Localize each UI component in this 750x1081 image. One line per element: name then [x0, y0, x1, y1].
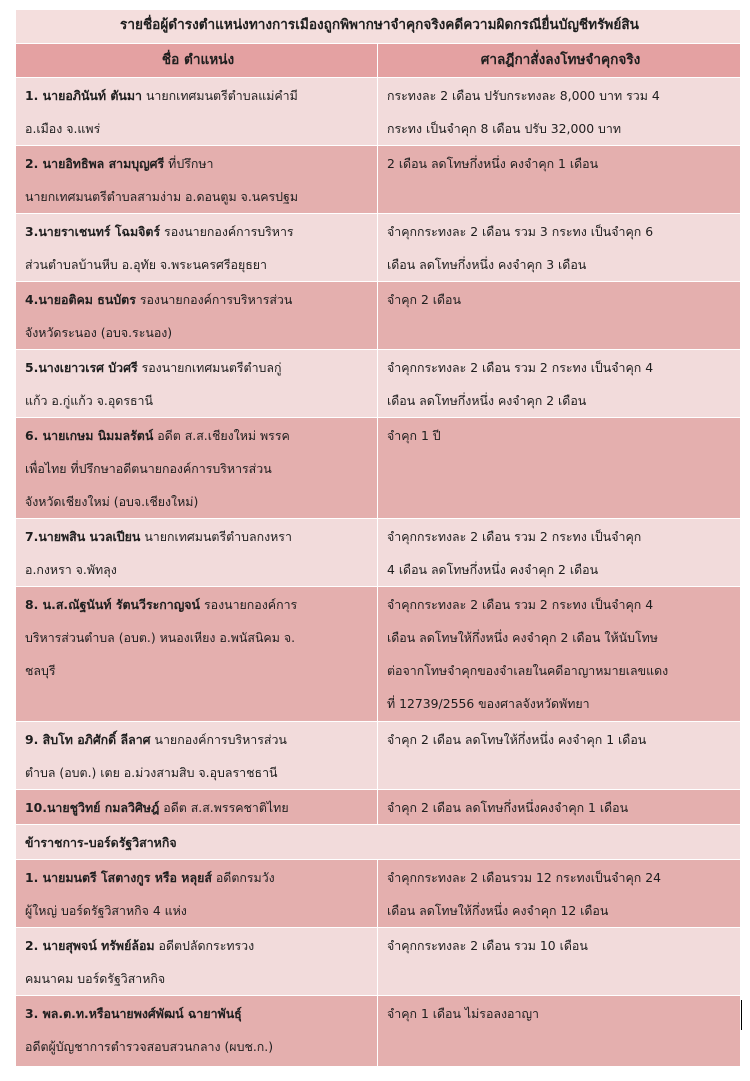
name-position-cell	[16, 282, 378, 350]
section-header-row	[16, 825, 741, 860]
table-row	[16, 928, 741, 996]
sentence-cell	[378, 722, 741, 790]
cell-text-line: กระทงละ 2 เดือน ปรับกระทงละ 8,000 บาท รวม 4	[387, 88, 660, 103]
table-row	[16, 350, 741, 418]
sentence-cell	[378, 519, 741, 587]
cell-text-line: 2 เดือน ลดโทษกึ่งหนึ่ง คงจำคุก 1 เดือน	[387, 156, 599, 171]
person-name: 3. พล.ต.ท.หรือนายพงศ์พัฒน์ ฉายาพันธุ์	[25, 1006, 242, 1021]
sentences-table	[15, 9, 741, 1067]
position-text: ผู้ใหญ่ บอร์ดรัฐวิสาหกิจ 4 แห่ง	[25, 903, 187, 918]
position-text: จังหวัดเชียงใหม่ (อบจ.เชียงใหม่)	[25, 494, 199, 509]
sentence-cell	[378, 928, 741, 996]
cell-text-line: เดือน ลดโทษกึ่งหนึ่ง คงจำคุก 3 เดือน	[387, 257, 587, 272]
position-text: นายกเทศมนตรีตำบลแม่คำมี	[142, 88, 298, 103]
cell-text-line: จำคุก 2 เดือน ลดโทษให้กึ่งหนึ่ง คงจำคุก 1 เดือน	[387, 732, 647, 747]
position-text: บริหารส่วนตำบล (อบต.) หนองเหียง อ.พนัสนิคม จ.	[25, 630, 296, 645]
position-text: อดีต ส.ส.พรรคชาติไทย	[159, 800, 289, 815]
position-text: ที่ปรึกษา	[164, 156, 214, 171]
table-row	[16, 587, 741, 722]
header-sentence: ศาลฎีกาสั่งลงโทษจำคุกจริง	[378, 44, 741, 78]
cell-text-line: ที่ 12739/2556 ของศาลจังหวัดพัทยา	[387, 696, 590, 711]
position-text: อดีต ส.ส.เชียงใหม่ พรรค	[153, 428, 290, 443]
person-name: 1. นายมนตรี โสตางกูร หรือ หลุยส์	[25, 870, 212, 885]
name-position-cell	[16, 519, 378, 587]
position-text: อ.กงหรา จ.พัทลุง	[25, 562, 117, 577]
cell-text-line: ต่อจากโทษจำคุกของจำเลยในคดีอาญาหมายเลขแดง	[387, 663, 669, 678]
cell-text-line: จำคุก 1 เดือน ไม่รอลงอาญา	[387, 1006, 539, 1021]
cell-text-line: เดือน ลดโทษกึ่งหนึ่ง คงจำคุก 2 เดือน	[387, 393, 587, 408]
name-position-cell	[16, 587, 378, 722]
position-text: นายกเทศมนตรีตำบลสามง่าม อ.ดอนตูม จ.นครปฐม	[25, 189, 299, 204]
sentence-cell	[378, 860, 741, 928]
person-name: 3.นายราเชนทร์ โฉมจิตร์	[25, 224, 161, 239]
cell-text-line: จำคุก 2 เดือน	[387, 292, 461, 307]
position-text: ส่วนตำบลบ้านหีบ อ.อุทัย จ.พระนครศรีอยุธยา	[25, 257, 267, 272]
cell-text-line: จำคุก 1 ปี	[387, 428, 441, 443]
position-text: ชลบุรี	[25, 663, 56, 678]
position-text: จังหวัดระนอง (อบจ.ระนอง)	[25, 325, 173, 340]
person-name: 7.นายพสิน นวลเปียน	[25, 529, 141, 544]
name-position-cell	[16, 78, 378, 146]
cell-text-line: จำคุกกระทงละ 2 เดือน รวม 3 กระทง เป็นจำคุก 6	[387, 224, 654, 239]
person-name: 6. นายเกษม นิมมลรัตน์	[25, 428, 154, 443]
cell-text-line: จำคุกกระทงละ 2 เดือน รวม 2 กระทง เป็นจำคุก 4	[387, 360, 654, 375]
cell-text-line: จำคุกกระทงละ 2 เดือนรวม 12 กระทงเป็นจำคุก 24	[387, 870, 661, 885]
table-row	[16, 519, 741, 587]
header-name-position: ชื่อ ตำแหน่ง	[16, 44, 378, 78]
table-title-row	[16, 10, 741, 44]
cell-text-line: เดือน ลดโทษให้กึ่งหนึ่ง คงจำคุก 2 เดือน ให้นับโทษ	[387, 630, 658, 645]
sentence-cell	[378, 790, 741, 825]
position-text: รองนายกองค์การ	[200, 597, 298, 612]
person-name: 2. นายอิทธิพล สามบุญศรี	[25, 156, 165, 171]
table-row	[16, 282, 741, 350]
cell-text-line: กระทง เป็นจำคุก 8 เดือน ปรับ 32,000 บาท	[387, 121, 622, 136]
cell-text-line: จำคุกกระทงละ 2 เดือน รวม 10 เดือน	[387, 938, 588, 953]
name-position-cell	[16, 350, 378, 418]
person-name: 4.นายอติคม ธนบัตร	[25, 292, 136, 307]
position-text: รองนายกเทศมนตรีตำบลกู่	[137, 360, 282, 375]
position-text: อดีตกรมวัง	[211, 870, 275, 885]
person-name: 2. นายสุพจน์ ทรัพย์ล้อม	[25, 938, 155, 953]
sentence-cell	[378, 418, 741, 519]
person-name: 9. สิบโท อภิศักดิ์ ลีลาศ	[25, 732, 151, 747]
cell-text-line: จำคุก 2 เดือน ลดโทษกึ่งหนึ่งคงจำคุก 1 เดือน	[387, 800, 629, 815]
position-text: อดีตปลัดกระทรวง	[154, 938, 255, 953]
table-row	[16, 418, 741, 519]
name-position-cell	[16, 996, 378, 1067]
text-cursor	[741, 1000, 742, 1030]
name-position-cell	[16, 860, 378, 928]
name-position-cell	[16, 928, 378, 996]
position-text: อดีตผู้บัญชาการตำรวจสอบสวนกลาง (ผบช.ก.)	[25, 1039, 274, 1054]
sentence-cell	[378, 282, 741, 350]
position-text: เพื่อไทย ที่ปรึกษาอดีตนายกองค์การบริหารส่วน	[25, 461, 272, 476]
table-row	[16, 78, 741, 146]
person-name: 10.นายชูวิทย์ กมลวิศิษฎ์	[25, 800, 160, 815]
position-text: ตำบล (อบต.) เตย อ.ม่วงสามสิบ จ.อุบลราชธานี	[25, 765, 278, 780]
position-text: นายกเทศมนตรีตำบลกงหรา	[140, 529, 292, 544]
table-header-row	[16, 44, 741, 78]
sentence-cell	[378, 78, 741, 146]
table-row	[16, 860, 741, 928]
position-text: นายกองค์การบริหารส่วน	[150, 732, 287, 747]
table-row	[16, 214, 741, 282]
table-row	[16, 790, 741, 825]
position-text: แก้ว อ.กู่แก้ว จ.อุดรธานี	[25, 393, 153, 408]
sentence-cell	[378, 214, 741, 282]
person-name: 8. น.ส.ณัฐนันท์ รัตนวีระกาญจน์	[25, 597, 201, 612]
sentence-cell	[378, 587, 741, 722]
name-position-cell	[16, 790, 378, 825]
sentence-cell	[378, 996, 741, 1067]
table-row	[16, 146, 741, 214]
cell-text-line: เดือน ลดโทษให้กึ่งหนึ่ง คงจำคุก 12 เดือน	[387, 903, 609, 918]
cell-text-line: จำคุกกระทงละ 2 เดือน รวม 2 กระทง เป็นจำคุก 4	[387, 597, 654, 612]
table-row	[16, 722, 741, 790]
table-row	[16, 996, 741, 1067]
person-name: 5.นางเยาวเรศ บัวศรี	[25, 360, 138, 375]
position-text: รองนายกองค์การบริหาร	[160, 224, 294, 239]
name-position-cell	[16, 418, 378, 519]
sentence-cell	[378, 146, 741, 214]
name-position-cell	[16, 214, 378, 282]
table-title: รายชื่อผู้ดำรงตำแหน่งทางการเมืองถูกพิพากษาจำคุกจริงคดีความผิดกรณียื่นบัญชีทรัพย์สิน	[16, 10, 741, 44]
position-text: คมนาคม บอร์ดรัฐวิสาหกิจ	[25, 971, 166, 986]
cell-text-line: 4 เดือน ลดโทษกึ่งหนึ่ง คงจำคุก 2 เดือน	[387, 562, 599, 577]
cell-text-line: จำคุกกระทงละ 2 เดือน รวม 2 กระทง เป็นจำคุก	[387, 529, 642, 544]
position-text: อ.เมือง จ.แพร่	[25, 121, 101, 136]
name-position-cell	[16, 722, 378, 790]
person-name: 1. นายอภินันท์ ตันมา	[25, 88, 143, 103]
position-text: รองนายกองค์การบริหารส่วน	[135, 292, 293, 307]
name-position-cell	[16, 146, 378, 214]
sentence-cell	[378, 350, 741, 418]
section-title: ข้าราชการ-บอร์ดรัฐวิสาหกิจ	[16, 825, 741, 860]
